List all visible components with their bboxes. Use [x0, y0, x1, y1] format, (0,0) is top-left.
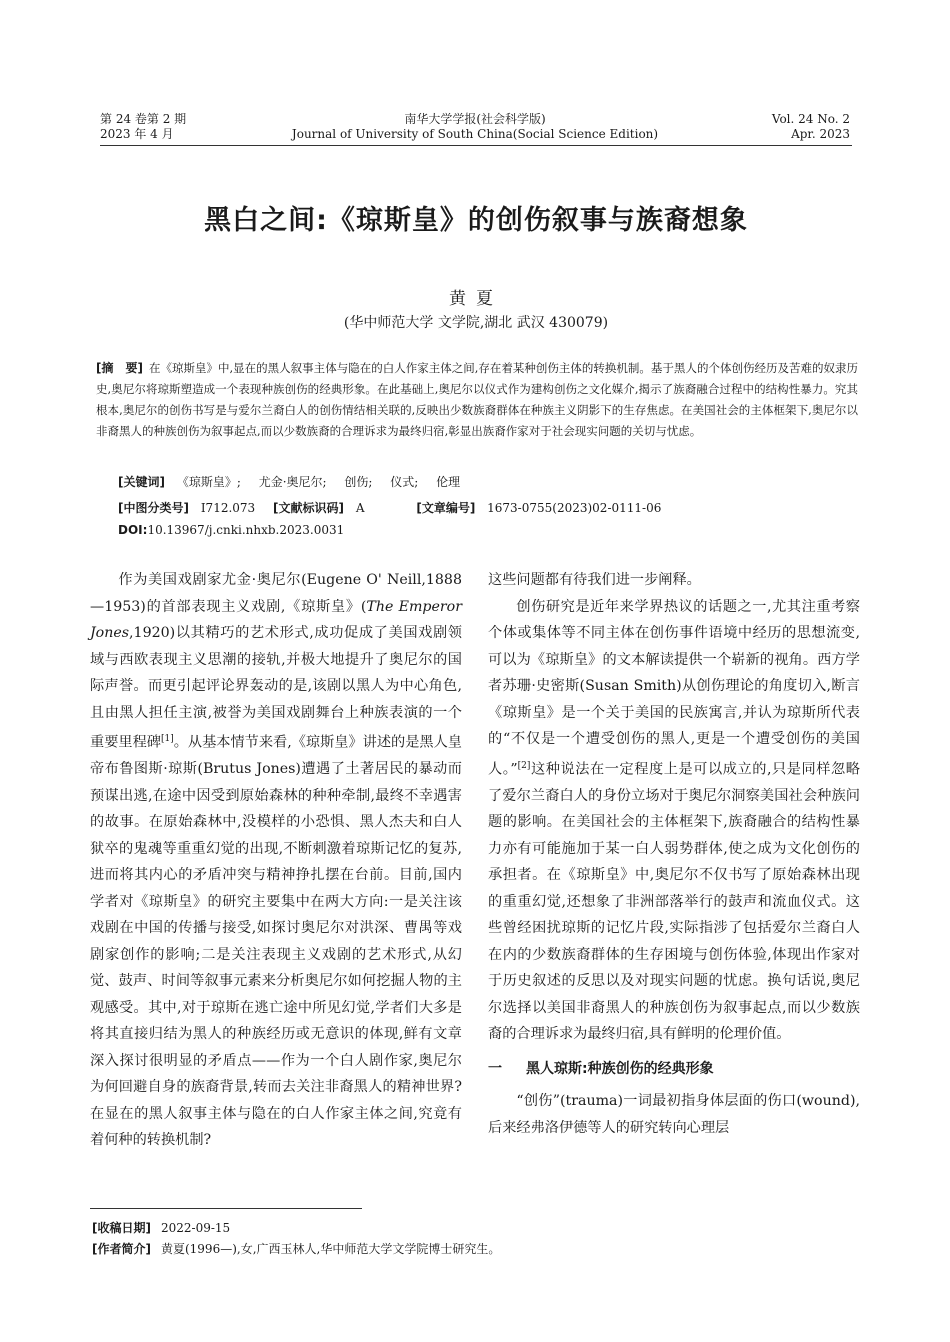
- volume-en: Vol. 24 No. 2: [771, 112, 850, 126]
- paragraph: “创伤”(trauma)一词最初指身体层面的伤口(wound),后来经弗洛伊德等人的研究转向心理层: [488, 1093, 860, 1136]
- citation-ref: [2]: [517, 760, 531, 771]
- keyword-item: 创伤;: [344, 475, 373, 489]
- doi-value: 10.13967/j.cnki.nhxb.2023.0031: [147, 523, 345, 537]
- body-column-left: [90, 567, 462, 1154]
- keyword-item: 尤金·奥尼尔;: [258, 475, 327, 489]
- date-cn: 2023 年 4 月: [100, 127, 174, 141]
- body-column-right: [488, 567, 860, 1141]
- article-title: 黑白之间:《琼斯皇》的创伤叙事与族裔想象: [204, 205, 748, 236]
- section-heading: [488, 1056, 860, 1083]
- doc-code-label: [文献标识码]: [273, 501, 344, 515]
- received-date: [92, 1219, 852, 1236]
- header-issue-info: [100, 112, 186, 142]
- keyword-item: 《琼斯皇》;: [176, 475, 241, 489]
- received-value: 2022-09-15: [160, 1221, 231, 1235]
- section-title: 黑人琼斯:种族创伤的经典形象: [526, 1060, 714, 1077]
- journal-name-cn: 南华大学学报(社会科学版): [404, 112, 546, 126]
- journal-name-en: Journal of University of South China(Social Science Edition): [291, 127, 659, 141]
- classification-row: [118, 499, 661, 516]
- header-journal: [250, 112, 700, 142]
- play-title-en: The Emperor Jones: [90, 598, 463, 641]
- bio-value: 黄夏(1996—),女,广西玉林人,华中师范大学文学院博士研究生。: [160, 1242, 501, 1256]
- doc-code-value: A: [355, 501, 365, 515]
- keywords-label: [关键词]: [118, 475, 165, 489]
- author-affiliation: (华中师范大学 文学院,湖北 武汉 430079): [343, 315, 609, 331]
- doi-label: DOI:: [118, 523, 148, 537]
- author-name: 黄夏: [449, 289, 503, 309]
- paragraph: 作为美国戏剧家尤金·奥尼尔(Eugene O' Neill,1888—1953)的首部表现主义戏剧,《琼斯皇》(The Emperor Jones,1920)以其精巧的艺术形式,成功促成了美国戏剧领域与西欧表现主义思潮的接轨,并极大地提升了奥尼尔的国际声誉。而更引起评论界轰动的是,该剧以黑人为中心角色,且由黑人担任主演,被誉为美国戏剧舞台上种族表演的一个重要里程碑[1]。从基本情节来看,《琼斯皇》讲述的是黑人皇帝布鲁图斯·琼斯(Brutus Jones)遭遇了土著居民的暴动而预谋出逃,在途中因受到原始森林的种种牵制,最终不幸遇害的故事。在原始森林中,没模样的小恐惧、黑人杰夫和白人狱卒的鬼魂等重重幻觉的出现,不断刺激着琼斯记忆的复苏,进而将其内心的矛盾冲突与精神挣扎摆在台前。目前,国内学者对《琼斯皇》的研究主要集中在两大方向:一是关注该戏剧在中国的传播与接受,如探讨奥尼尔对洪深、曹禺等戏剧家创作的影响;二是关注表现主义戏剧的艺术形式,从幻觉、鼓声、时间等叙事元素来分析奥尼尔如何挖掘人物的主观感受。其中,对于琼斯在逃亡途中所见幻觉,学者们大多是将其直接归结为黑人的种族经历或无意识的体现,鲜有文章深入探讨很明显的矛盾点——作为一个白人剧作家,奥尼尔为何回避自身的族裔背景,转而去关注非裔黑人的精神世界?在显在的黑人叙事主体与隐在的白人作家主体之间,究竟有着何种的转换机制?: [90, 572, 463, 1149]
- clc-value: I712.073: [200, 501, 256, 515]
- keywords: [118, 473, 460, 490]
- footnote-divider: [90, 1208, 362, 1209]
- author-bio: [92, 1240, 852, 1257]
- header-issue-info-en: [772, 112, 850, 142]
- section-number: 一: [488, 1060, 502, 1077]
- article-number-value: 1673-0755(2023)02-0111-06: [487, 501, 662, 515]
- article-number-label: [文章编号]: [416, 501, 476, 515]
- keyword-item: 伦理: [436, 475, 461, 489]
- date-en: Apr. 2023: [791, 127, 850, 141]
- abstract-label: [摘 要]: [96, 361, 143, 375]
- abstract-text: 在《琼斯皇》中,显在的黑人叙事主体与隐在的白人作家主体之间,存在着某种创伤主体的转换机制。基于黑人的个体创伤经历及苦难的奴隶历史,奥尼尔将琼斯塑造成一个表现种族创伤的经典形象。在此基础上,奥尼尔以仪式作为建构创伤之文化媒介,揭示了族裔融合过程中的结构性暴力。究其根本,奥尼尔的创伤书写是与爱尔兰裔白人的创伤情结相关联的,反映出少数族裔群体在种族主义阴影下的生存焦虑。在美国社会的主体框架下,奥尼尔以非裔黑人的种族创伤为叙事起点,而以少数族裔的合理诉求为最终归宿,彰显出族裔作家对于社会现实问题的关切与忧虑。: [96, 361, 858, 438]
- keyword-item: 仪式;: [390, 475, 419, 489]
- paragraph: 这些问题都有待我们进一步阐释。: [488, 572, 701, 588]
- clc-label: [中图分类号]: [118, 501, 189, 515]
- doi: [118, 523, 344, 537]
- citation-ref: [1]: [160, 734, 174, 744]
- volume-cn: 第 24 卷第 2 期: [100, 112, 187, 126]
- received-label: [收稿日期]: [92, 1221, 151, 1235]
- abstract: [96, 358, 858, 442]
- bio-label: [作者简介]: [92, 1242, 151, 1256]
- header-divider: [100, 145, 852, 146]
- paragraph: 创伤研究是近年来学界热议的话题之一,尤其注重考察个体或集体等不同主体在创伤事件语境中经历的思想流变,可以为《琼斯皇》的文本解读提供一个崭新的视角。西方学者苏珊·史密斯(Susan Smith)从创伤理论的角度切入,断言《琼斯皇》是一个关于美国的民族寓言,并认为琼斯所代表的“不仅是一个遭受创伤的黑人,更是一个遭受创伤的美国人。”[2]这种说法在一定程度上是可以成立的,只是同样忽略了爱尔兰裔白人的身份立场对于奥尼尔洞察美国社会种族问题的影响。在美国社会的主体框架下,族裔融合的结构性暴力亦有可能施加于某一白人弱势群体,使之成为文化创伤的承担者。在《琼斯皇》中,奥尼尔不仅书写了原始森林出现的重重幻觉,还想象了非洲部落举行的鼓声和流血仪式。这些曾经困扰琼斯的记忆片段,实际指涉了包括爱尔兰裔白人在内的少数族裔群体的生存困境与创伤体验,体现出作家对于历史叙述的反思以及对现实问题的忧虑。换句话说,奥尼尔选择以美国非裔黑人的种族创伤为叙事起点,而以少数族裔的合理诉求为最终归宿,具有鲜明的伦理价值。: [488, 598, 860, 1043]
